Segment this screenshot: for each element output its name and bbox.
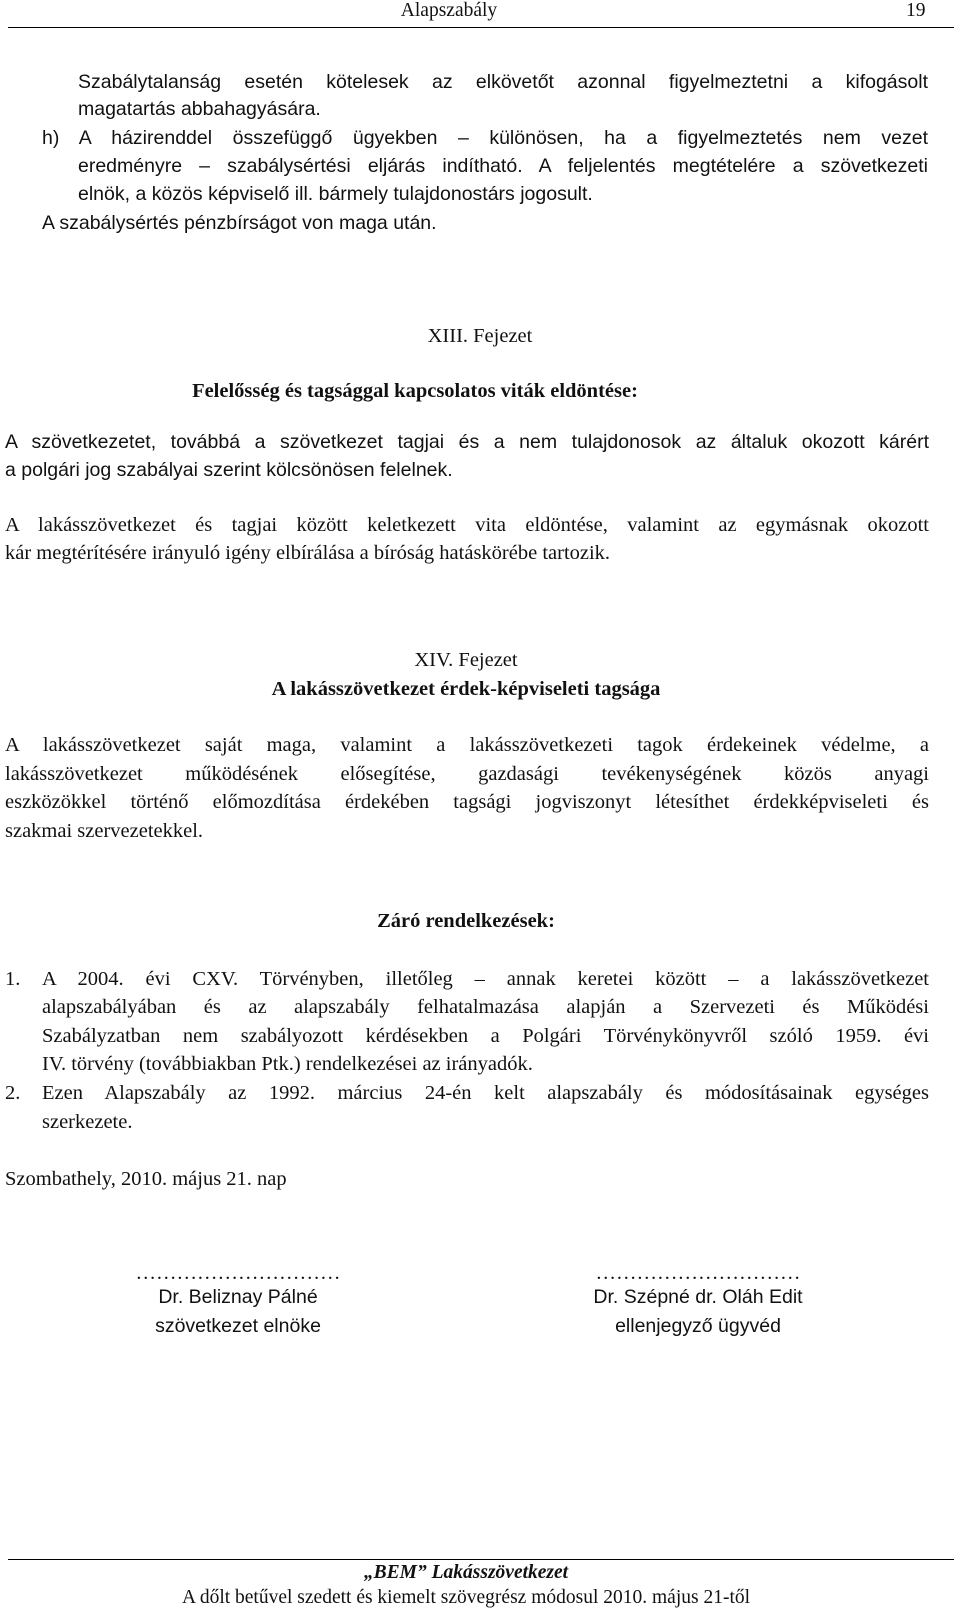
signature-right-role: ellenjegyző ügyvéd [615, 1315, 781, 1337]
chapter-14-line-1: A lakásszövetkezet saját maga, valamint a lakásszövetkezeti tagok érdekeinek védelme, a [5, 734, 929, 756]
chapter-13-p2-line-2: kár megtérítésére irányuló igény elbírálása a bíróság hatáskörébe tartozik. [5, 542, 611, 564]
chapter-13-title: Felelősség és tagsággal kapcsolatos viták eldöntése: [192, 380, 638, 402]
page-number: 19 [906, 0, 926, 21]
footer-note: A dőlt betűvel szedett és kiemelt szövegrész módosul 2010. május 21-től [181, 1587, 751, 1608]
intro-line-5: elnök, a közös képviselő ill. bármely tulajdonostárs jogosult. [78, 183, 593, 205]
intro-line-3: h) A házirenddel összefüggő ügyekben – különösen, ha a figyelmeztetés nem vezet [42, 127, 928, 149]
chapter-14-title: A lakásszövetkezet érdek-képviseleti tagsága [271, 678, 661, 700]
intro-line-1: Szabálytalanság esetén kötelesek az elkövetőt azonnal figyelmeztetni a kifogásolt [78, 71, 928, 93]
signature-left-name: Dr. Beliznay Pálné [158, 1286, 318, 1308]
footer-organization: „BEM” Lakásszövetkezet [363, 1562, 569, 1583]
closing-title: Záró rendelkezések: [377, 910, 555, 932]
chapter-14-line-3: eszközökkel történő előmozdítása érdekében tagsági jogviszonyt létesíthet érdekképviseleti és [5, 791, 929, 813]
chapter-13-p2-line-1: A lakásszövetkezet és tagjai között keletkezett vita eldöntése, valamint az egymásnak okozott [5, 514, 929, 536]
running-header-title: Alapszabály [400, 0, 498, 21]
signature-left-role: szövetkezet elnöke [155, 1315, 321, 1337]
chapter-14-line-4: szakmai szervezetekkel. [5, 820, 204, 842]
chapter-13-number: XIII. Fejezet [427, 325, 533, 347]
footer-rule [8, 1559, 954, 1560]
closing-item-1-number: 1. [5, 968, 21, 990]
chapter-13-p1-line-1: A szövetkezetet, továbbá a szövetkezet tagjai és a nem tulajdonosok az általuk okozott kárért [5, 431, 929, 453]
closing-item-2-line-1: Ezen Alapszabály az 1992. március 24-én kelt alapszabály és módosításainak egységes [42, 1082, 929, 1104]
intro-line-6: A szabálysértés pénzbírságot von maga után. [42, 212, 437, 234]
chapter-14-number: XIV. Fejezet [414, 649, 518, 671]
intro-line-4: eredményre – szabálysértési eljárás indítható. A feljelentés megtételére a szövetkezeti [78, 155, 928, 177]
place-date: Szombathely, 2010. május 21. nap [5, 1168, 287, 1190]
closing-item-1-line-2: alapszabályában és az alapszabály felhatalmazása alapján a Szervezeti és Működési [42, 996, 929, 1018]
chapter-13-p1-line-2: a polgári jog szabályai szerint kölcsönösen felelnek. [5, 459, 453, 481]
closing-item-1-line-4: IV. törvény (továbbiakban Ptk.) rendelkezései az irányadók. [42, 1053, 533, 1075]
closing-item-2-line-2: szerkezete. [42, 1111, 133, 1133]
signature-left-dots: ………………………… [135, 1262, 341, 1284]
closing-item-2-number: 2. [5, 1082, 21, 1104]
signature-right-dots: ………………………… [595, 1262, 801, 1284]
closing-item-1-line-3: Szabályzatban nem szabályozott kérdésekben a Polgári Törvénykönyvről szóló 1959. évi [42, 1025, 929, 1047]
intro-line-2: magatartás abbahagyására. [78, 98, 321, 120]
header-rule [8, 27, 954, 28]
closing-item-1-line-1: A 2004. évi CXV. Törvényben, illetőleg – annak keretei között – a lakásszövetkezet [42, 968, 929, 990]
chapter-14-line-2: lakásszövetkezet működésének elősegítése, gazdasági tevékenységének közös anyagi [5, 763, 929, 785]
signature-right-name: Dr. Szépné dr. Oláh Edit [593, 1286, 803, 1308]
